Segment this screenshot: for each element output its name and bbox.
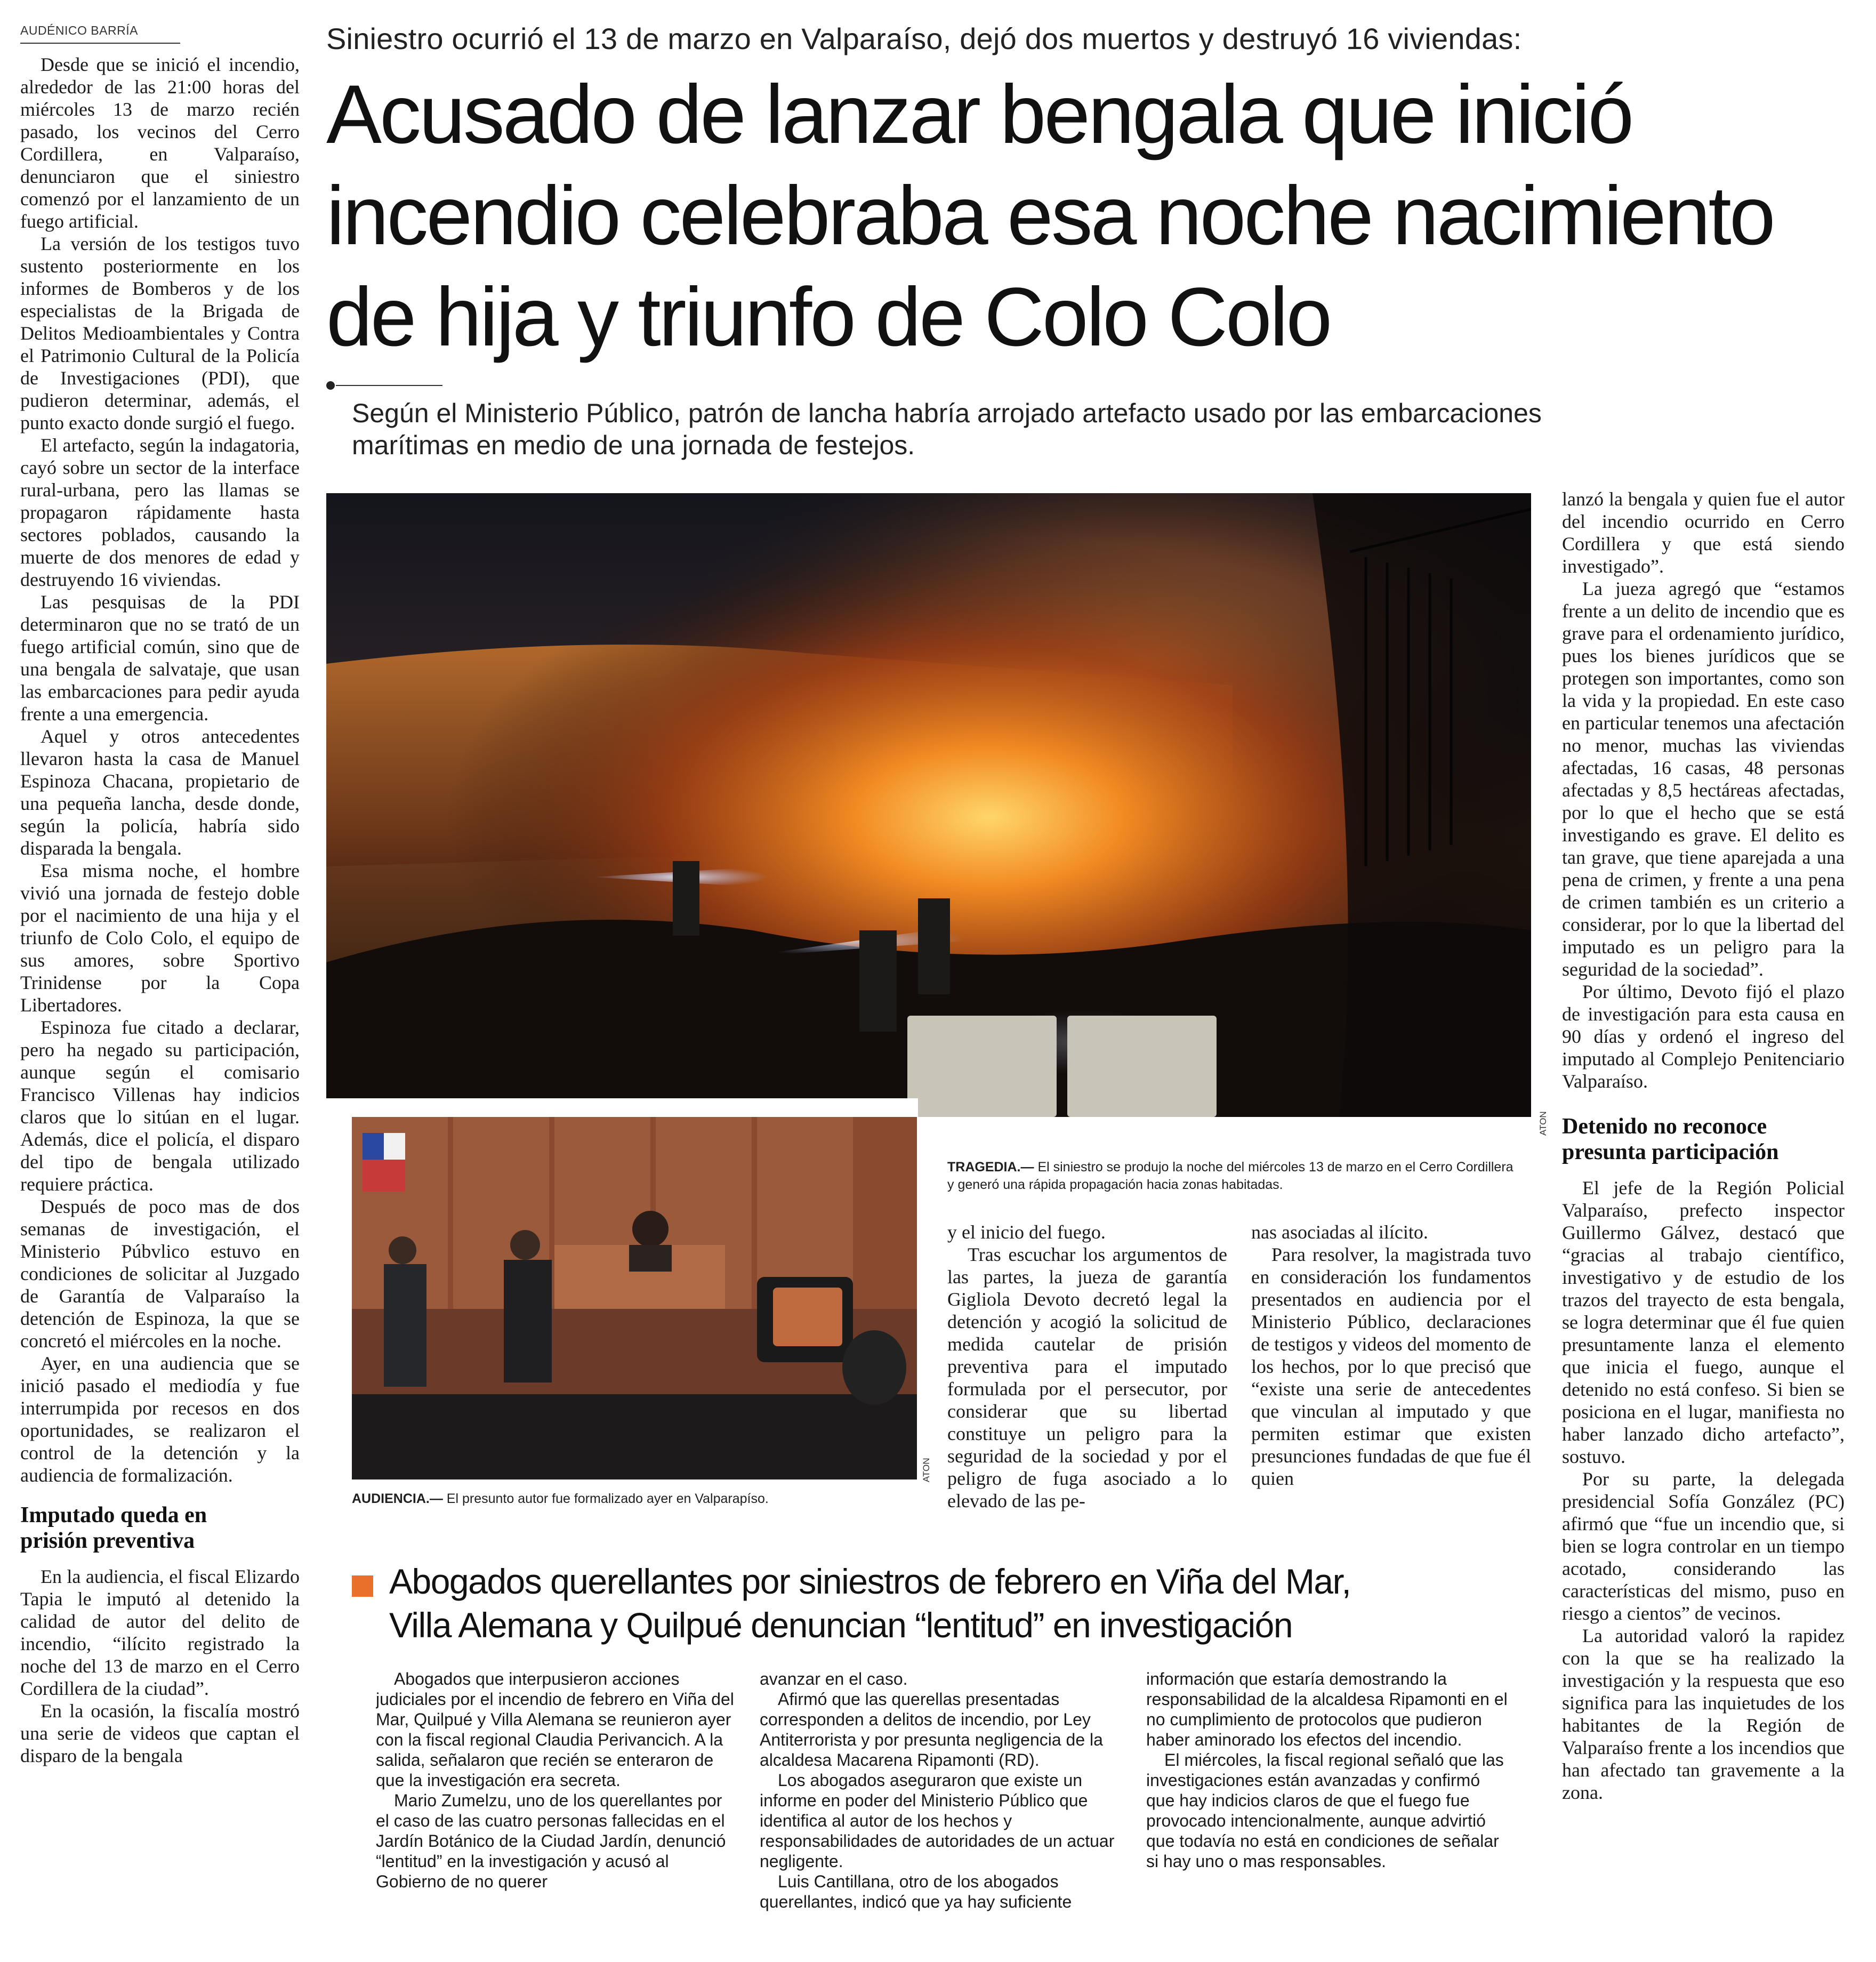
headline-line-1: Acusado de lanzar bengala que inició xyxy=(326,68,1632,161)
second-col-1-paragraphs xyxy=(376,1669,738,1892)
court-photo xyxy=(352,1117,917,1479)
paragraph: y el inicio del fuego. xyxy=(947,1221,1106,1243)
headline-line-2: incendio celebraba esa noche nacimiento xyxy=(326,170,1774,262)
paragraph: avanzar en el caso. xyxy=(760,1669,908,1688)
fire-scene-image xyxy=(326,493,1531,1117)
paragraph: El miércoles, la fiscal regional señaló que las investigaciones están avanzadas y confirmó que hay indicios claros de que el fuego fue provocado intencionalmente, aunque advirtió que todavía no está en condiciones de señalar si hay uno o mas responsables. xyxy=(1146,1750,1504,1871)
paragraph: En la audiencia, el fiscal Elizardo Tapia le imputó al detenido la calidad de autor del delito de incendio, “ilícito registrado la noche del 13 de marzo en el Cerro Cordillera de la ciudad”. xyxy=(20,1566,300,1699)
paragraph: Luis Cantillana, otro de los abogados querellantes, indicó que ya hay suficiente xyxy=(760,1872,1072,1911)
deck-line-1: Según el Ministerio Público, patrón de lancha habría arrojado artefacto usado por las embarcaciones xyxy=(352,398,1542,428)
deck xyxy=(352,397,1871,461)
paragraph: La versión de los testigos tuvo sustento posteriormente en los informes de Bomberos y de los especialistas de la Brigada de Delitos Medioambientales y Contra el Patrimonio Cultural de la Policía de Investigaciones (PDI), que pudieron determinar, además, el punto exacto donde surgió el fuego. xyxy=(20,233,300,433)
second-col-3-paragraphs xyxy=(1146,1669,1509,1871)
paragraph: Tras escuchar los argumentos de las partes, la jueza de garantía Gigliola Devoto decretó legal la detención y acogió la solicitud de medida cautelar de prisión preventiva para el imputado formulada por el persecutor, por considerar que su libertad constituye un peligro para la seguridad de la sociedad y por el peligro de fuga asociado a lo elevado de las pe- xyxy=(947,1244,1227,1511)
court-photo-caption xyxy=(352,1490,917,1508)
headline-rule xyxy=(336,385,442,386)
second-headline-line-2: Villa Alemana y Quilpué denuncian “lentitud” en investigación xyxy=(389,1605,1293,1645)
paragraph: En la ocasión, la fiscalía mostró una serie de videos que captan el disparo de la bengala xyxy=(20,1700,300,1766)
paragraph: Abogados que interpusieron acciones judiciales por el incendio de febrero en Viña del Mar, Quilpué y Villa Alemana se reunieron ayer con la fiscal regional Claudia Perivancich. A la salida, señalaron que recién se enteraron de que la investigación era secreta. xyxy=(376,1669,734,1790)
second-story-col-3 xyxy=(1146,1669,1509,1946)
second-headline-line-1: Abogados querellantes por siniestros de febrero en Viña del Mar, xyxy=(389,1562,1351,1601)
left-paragraphs-2 xyxy=(20,1565,300,1767)
paragraph: Ayer, en una audiencia que se inició pasado el mediodía y fue interrumpida por recesos en dos oportunidades, se realizaron el control de la detención y la audiencia de formalización. xyxy=(20,1353,300,1486)
right-column xyxy=(1562,488,1845,1949)
deck-line-2: marítimas en medio de una jornada de festejos. xyxy=(352,430,915,460)
paragraph: Por su parte, la delegada presidencial Sofía González (PC) afirmó que “fue un incendio que, si bien se logra controlar en un tiempo acotado, considerando las características del mismo, puso en riesgo a cientos” de vecinos. xyxy=(1562,1468,1845,1624)
paragraph: Por último, Devoto fijó el plazo de investigación para esta causa en 90 días y ordenó el ingreso del imputado al Complejo Penitenciario Valparaíso. xyxy=(1562,981,1845,1092)
paragraph: Las pesquisas de la PDI determinaron que no se trató de un fuego artificial común, sino que de una bengala de salvataje, que usan las embarcaciones para pedir ayuda frente a una emergencia. xyxy=(20,591,300,725)
kicker: Siniestro ocurrió el 13 de marzo en Valparaíso, dejó dos muertos y destruyó 16 viviendas: xyxy=(326,22,1522,55)
paragraph: Mario Zumelzu, uno de los querellantes por el caso de las cuatro personas fallecidas en el Jardín Botánico de la Ciudad Jardín, denunció “lentitud” en la investigación y acusó al Gobierno de no querer xyxy=(376,1791,726,1891)
second-story-col-2 xyxy=(760,1669,1128,1946)
left-column xyxy=(20,53,300,1941)
main-caption-label: TRAGEDIA.— xyxy=(947,1160,1034,1175)
second-col-2-paragraphs xyxy=(760,1669,1128,1912)
courtroom-image xyxy=(352,1117,917,1479)
headline-rule-dot xyxy=(326,381,335,390)
paragraph: información que estaría demostrando la responsabilidad de la alcaldesa Ripamonti en el no cumplimiento de protocolos que pudieron haber aminorado los efectos del incendio. xyxy=(1146,1669,1508,1749)
paragraph: La autoridad valoró la rapidez con la que se ha realizado la investigación y la respuesta que eso significa para las inquietudes de los habitantes de la Región de Valparaíso frente a los incendios que han afectado tan gravemente a la zona. xyxy=(1562,1625,1845,1803)
court-caption-text: El presunto autor fue formalizado ayer en Valparapíso. xyxy=(446,1491,769,1506)
middle-1-paragraphs xyxy=(947,1221,1227,1512)
paragraph: El artefacto, según la indagatoria, cayó sobre un sector de la interface rural-urbana, pero las llamas se propagaron rápidamente hasta sectores poblados, causando la muerte de dos menores de edad y destruyendo 16 viviendas. xyxy=(20,435,300,590)
middle-column-1 xyxy=(947,1221,1227,1519)
byline-rule xyxy=(20,43,180,44)
paragraph: Aquel y otros antecedentes llevaron hasta la casa de Manuel Espinoza Chacana, propietario de una pequeña lancha, desde donde, según la policía, habría sido disparada la bengala. xyxy=(20,726,300,859)
paragraph: lanzó la bengala y quien fue el autor del incendio ocurrido en Cerro Cordillera y que está siendo investigado”. xyxy=(1562,488,1845,577)
headline xyxy=(326,64,1867,368)
second-story-col-1 xyxy=(376,1669,738,1946)
paragraph: La jueza agregó que “estamos frente a un delito de incendio que es grave para el ordenamiento jurídico, pues los bienes jurídicos que se protegen son importantes, como son la vida y la propiedad. En este caso en particular tenemos una afectación no menor, muchas las viviendas afectadas, 16 casas, 48 personas afectadas y 8,5 hectáreas afectadas, por lo que el hecho que se está investigando es grave. El delito es tan grave, que tiene aparejada a una pena de crimen, y frente a una pena de crimen también es un criterio a considerar, por lo que la libertad del imputado es un peligro para la seguridad de la sociedad”. xyxy=(1562,578,1845,980)
left-paragraphs xyxy=(20,53,300,1486)
paragraph: nas asociadas al ilícito. xyxy=(1251,1221,1428,1243)
paragraph: Desde que se inició el incendio, alrededor de las 21:00 horas del miércoles 13 de marzo recién pasado, los vecinos del Cerro Cordillera, en Valparaíso, denunciaron que el siniestro comenzó por el lanzamiento de un fuego artificial. xyxy=(20,54,300,232)
headline-line-3: de hija y triunfo de Colo Colo xyxy=(326,271,1331,364)
court-photo-credit: ATON xyxy=(921,1458,931,1482)
middle-2-paragraphs xyxy=(1251,1221,1531,1490)
paragraph: Después de poco mas de dos semanas de investigación, el Ministerio Púbvlico estuvo en condiciones de solicitar al Juzgado de Garantía de Valparaíso la detención de Espinoza, la que se concretó el miércoles en la noche. xyxy=(20,1196,300,1352)
byline: AUDÉNICO BARRÍA xyxy=(20,23,138,37)
main-photo-credit: ATON xyxy=(1538,1111,1548,1136)
main-photo xyxy=(326,493,1531,1117)
second-story-marker xyxy=(352,1575,373,1597)
paragraph: Los abogados aseguraron que existe un informe en poder del Ministerio Público que identifica al autor de los hechos y responsabilidades de autoridades de un actuar negligente. xyxy=(760,1771,1115,1871)
paragraph: Para resolver, la magistrada tuvo en consideración los fundamentos presentados en audiencia por el Ministerio Público, declaraciones de testigos y videos del momento de los hechos, por lo que precisó que “existe una serie de antecedentes que vinculan al imputado y que permiten estimar que existen presunciones fundadas de que fue él quien xyxy=(1251,1244,1531,1489)
second-story-headline xyxy=(389,1559,1551,1647)
middle-column-2 xyxy=(1251,1221,1531,1519)
right-subhead: Detenido no reconoce presunta participación xyxy=(1562,1114,1779,1164)
right-paragraphs xyxy=(1562,488,1845,1092)
main-photo-caption xyxy=(947,1159,1523,1194)
paragraph: Espinoza fue citado a declarar, pero ha negado su participación, aunque según el comisario Francisco Villenas hay indicios claros que lo sitúan en el lugar. Además, dice el policía, el disparo del tipo de bengala utilizado requiere práctica. xyxy=(20,1017,300,1195)
court-caption-label: AUDIENCIA.— xyxy=(352,1491,443,1506)
main-caption-text: El siniestro se produjo la noche del miércoles 13 de marzo en el Cerro Cordillera y generó una rápida propagación hacia zonas habitadas. xyxy=(947,1160,1513,1192)
paragraph: Afirmó que las querellas presentadas corresponden a delitos de incendio, por Ley Antiterrorista y por presunta negligencia de la alcaldesa Macarena Ripamonti (RD). xyxy=(760,1690,1103,1770)
paragraph: Esa misma noche, el hombre vivió una jornada de festejo doble por el nacimiento de una hija y el triunfo de Colo Colo, el equipo de sus amores, sobre Sportivo Trinidense por la Copa Libertadores. xyxy=(20,860,300,1016)
left-subhead: Imputado queda en prisión preventiva xyxy=(20,1503,207,1553)
right-paragraphs-2 xyxy=(1562,1177,1845,1804)
paragraph: El jefe de la Región Policial Valparaíso, prefecto inspector Guillermo Gálvez, destacó que “gracias al trabajo científico, investigativo y de estudio de los trazos del trayecto de esta bengala, se logra determinar que él fue quien presuntamente lanza el elemento que inicia el fuego, aunque el detenido no está confeso. Si bien se posiciona en el lugar, manifiesta no haber lanzado dicho artefacto”, sostuvo. xyxy=(1562,1177,1845,1467)
